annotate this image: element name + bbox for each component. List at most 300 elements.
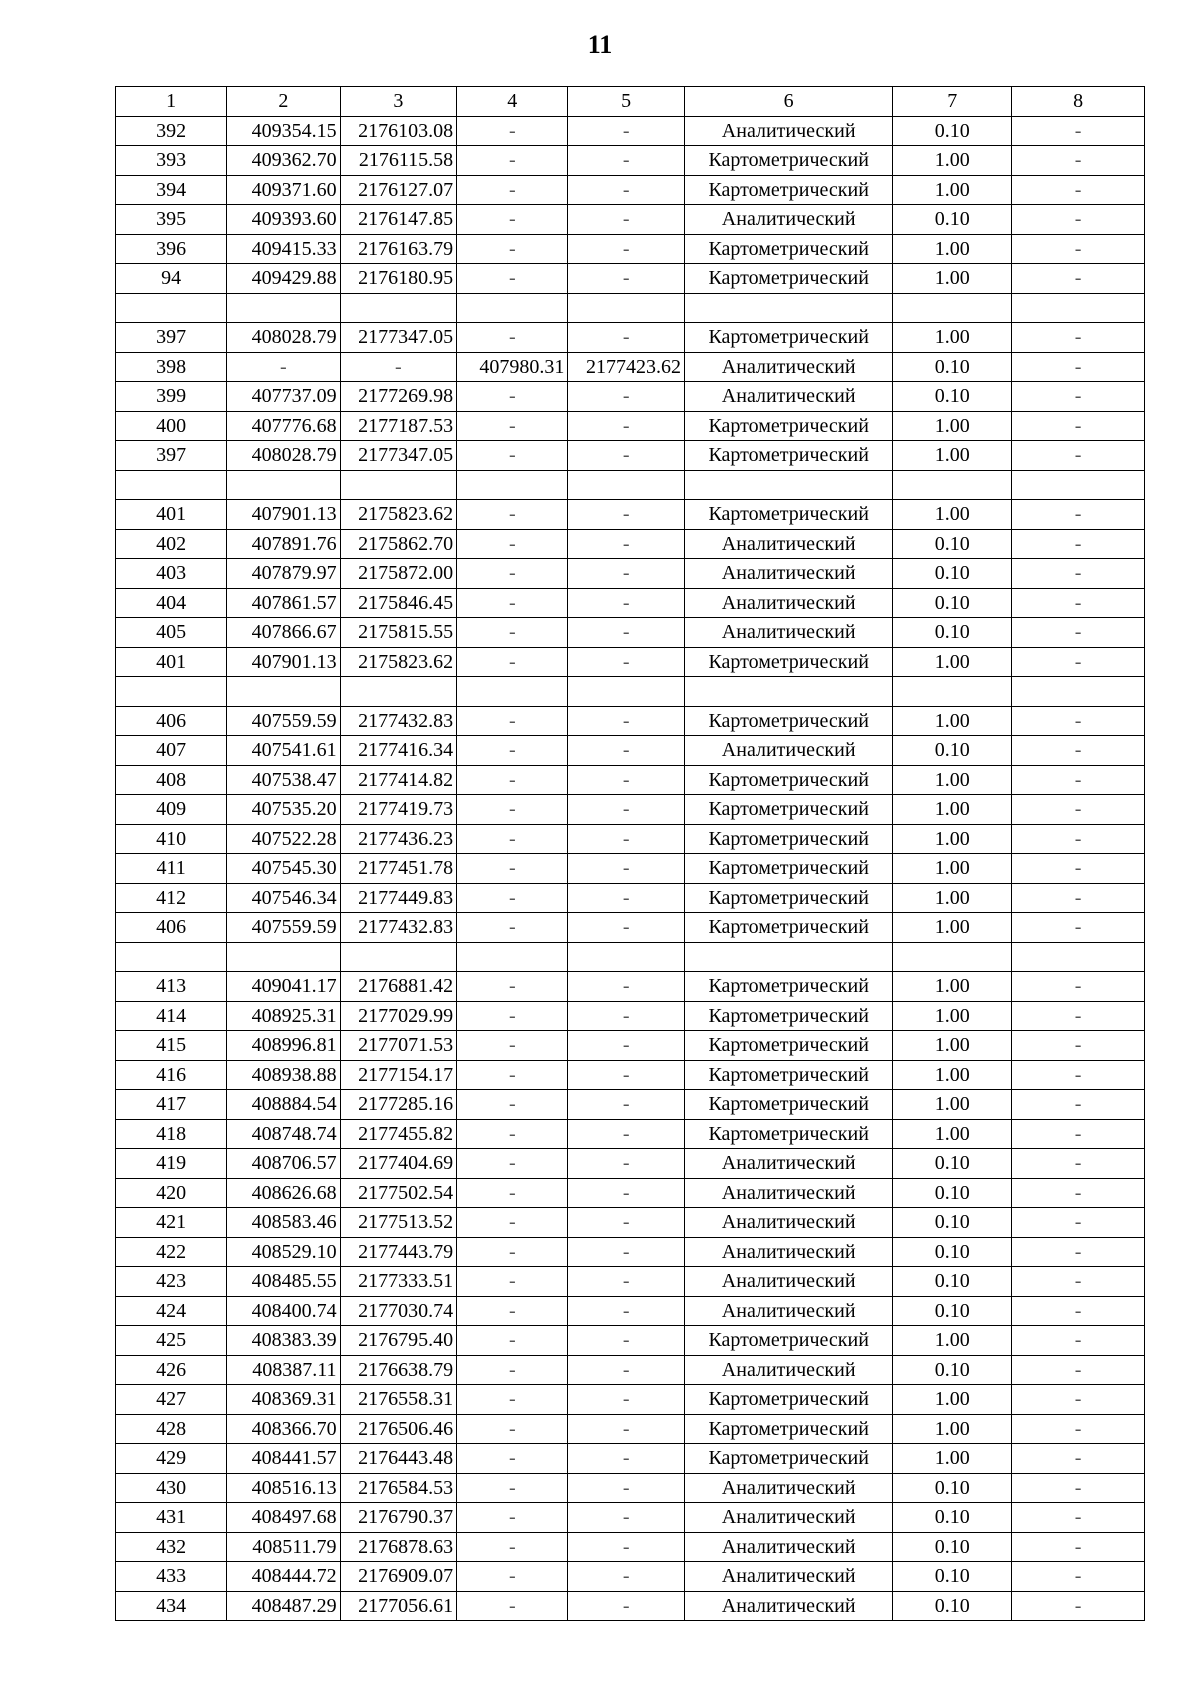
table-cell-col-8: - [1012,1208,1145,1238]
table-row [116,913,1145,943]
table-cell-col-5: - [568,559,685,589]
table-cell-col-3: 2177333.51 [340,1267,457,1297]
table-cell-col-6 [684,942,892,972]
table-cell-col-2: 407891.76 [227,529,340,559]
table-cell-col-2: 407879.97 [227,559,340,589]
table-cell-col-6: Аналитический [684,1355,892,1385]
table-cell-col-8: - [1012,352,1145,382]
table-cell-col-6: Аналитический [684,1473,892,1503]
table-cell-col-3: 2175823.62 [340,500,457,530]
table-body [116,116,1145,1621]
table-cell-col-1: 421 [116,1208,227,1238]
table-cell-col-6: Аналитический [684,1149,892,1179]
table-cell-col-4: - [457,1355,568,1385]
table-cell-col-1: 424 [116,1296,227,1326]
table-cell-col-8: - [1012,1385,1145,1415]
table-cell-col-1: 426 [116,1355,227,1385]
table-cell-col-4: - [457,972,568,1002]
table-cell-col-7: 1.00 [893,913,1012,943]
table-cell-col-6: Картометрический [684,1060,892,1090]
table-cell-col-1: 413 [116,972,227,1002]
table-cell-col-4: - [457,441,568,471]
table-cell-col-7: 1.00 [893,1326,1012,1356]
separator-row [116,677,1145,707]
table-cell-col-4: - [457,1090,568,1120]
table-cell-col-8: - [1012,1090,1145,1120]
table-cell-col-8 [1012,470,1145,500]
table-cell-col-5: - [568,1503,685,1533]
table-cell-col-3: 2176163.79 [340,234,457,264]
table-cell-col-1: 418 [116,1119,227,1149]
table-cell-col-7: 1.00 [893,795,1012,825]
table-cell-col-1: 392 [116,116,227,146]
table-cell-col-4: - [457,588,568,618]
table-cell-col-7: 0.10 [893,1208,1012,1238]
table-cell-col-4: - [457,1385,568,1415]
table-cell-col-6 [684,677,892,707]
table-cell-col-4: - [457,1414,568,1444]
table-cell-col-3: 2177432.83 [340,706,457,736]
table-row [116,1267,1145,1297]
table-cell-col-7: 0.10 [893,1267,1012,1297]
table-cell-col-2: 409393.60 [227,205,340,235]
table-cell-col-5: - [568,765,685,795]
table-cell-col-6: Аналитический [684,1208,892,1238]
table-cell-col-2: 409041.17 [227,972,340,1002]
table-cell-col-4: - [457,618,568,648]
table-cell-col-2: - [227,352,340,382]
table-cell-col-1: 393 [116,146,227,176]
table-cell-col-8: - [1012,1473,1145,1503]
table-cell-col-6: Картометрический [684,146,892,176]
table-cell-col-4: - [457,175,568,205]
table-cell-col-3: 2175862.70 [340,529,457,559]
table-cell-col-1: 420 [116,1178,227,1208]
coordinates-table [115,86,1145,1621]
table-cell-col-2: 408748.74 [227,1119,340,1149]
table-cell-col-2: 407538.47 [227,765,340,795]
table-cell-col-4: - [457,1591,568,1621]
table-cell-col-2: 408485.55 [227,1267,340,1297]
table-cell-col-6: Аналитический [684,529,892,559]
table-cell-col-2: 409371.60 [227,175,340,205]
table-cell-col-5: - [568,824,685,854]
table-cell-col-5: - [568,264,685,294]
table-cell-col-6: Аналитический [684,205,892,235]
table-cell-col-1: 415 [116,1031,227,1061]
table-cell-col-3: 2176147.85 [340,205,457,235]
table-cell-col-5 [568,293,685,323]
table-cell-col-7: 0.10 [893,559,1012,589]
table-row [116,411,1145,441]
table-row [116,1562,1145,1592]
table-cell-col-8 [1012,293,1145,323]
table-cell-col-5: - [568,411,685,441]
table-cell-col-4: - [457,1296,568,1326]
table-cell-col-8: - [1012,1444,1145,1474]
table-row [116,736,1145,766]
table-cell-col-1: 411 [116,854,227,884]
table-row [116,854,1145,884]
table-cell-col-6: Картометрический [684,972,892,1002]
table-cell-col-6: Картометрический [684,913,892,943]
table-cell-col-8: - [1012,1355,1145,1385]
table-cell-col-6: Аналитический [684,1267,892,1297]
table-cell-col-7: 1.00 [893,883,1012,913]
column-header-8: 8 [1012,87,1145,117]
table-cell-col-6: Картометрический [684,824,892,854]
table-cell-col-3: 2177154.17 [340,1060,457,1090]
table-cell-col-8: - [1012,1532,1145,1562]
table-cell-col-3: 2177404.69 [340,1149,457,1179]
table-cell-col-4: - [457,264,568,294]
table-cell-col-1: 432 [116,1532,227,1562]
table-cell-col-3 [340,942,457,972]
table-cell-col-6: Аналитический [684,736,892,766]
table-cell-col-5: - [568,913,685,943]
table-cell-col-3: 2176878.63 [340,1532,457,1562]
table-cell-col-6: Аналитический [684,382,892,412]
table-cell-col-5: - [568,706,685,736]
table-row [116,972,1145,1002]
table-row [116,382,1145,412]
table-cell-col-2: 407901.13 [227,647,340,677]
table-row [116,795,1145,825]
table-cell-col-4: - [457,1444,568,1474]
table-cell-col-6: Картометрический [684,1414,892,1444]
table-cell-col-6: Картометрический [684,765,892,795]
table-cell-col-2: 407559.59 [227,706,340,736]
table-cell-col-2: 409354.15 [227,116,340,146]
table-cell-col-2: 408387.11 [227,1355,340,1385]
table-cell-col-2 [227,470,340,500]
table-row [116,1237,1145,1267]
table-cell-col-5: - [568,883,685,913]
table-cell-col-5: - [568,382,685,412]
table-cell-col-8 [1012,677,1145,707]
table-cell-col-5: - [568,618,685,648]
table-cell-col-6: Картометрический [684,647,892,677]
table-cell-col-4: - [457,1208,568,1238]
table-cell-col-5: - [568,1355,685,1385]
table-cell-col-1: 400 [116,411,227,441]
table-row [116,205,1145,235]
separator-row [116,942,1145,972]
table-cell-col-2 [227,293,340,323]
table-cell-col-8: - [1012,1149,1145,1179]
table-cell-col-3: 2175846.45 [340,588,457,618]
table-cell-col-5: - [568,1090,685,1120]
table-cell-col-5: - [568,1178,685,1208]
table-cell-col-4: - [457,146,568,176]
table-cell-col-3: 2177187.53 [340,411,457,441]
table-cell-col-8: - [1012,1296,1145,1326]
table-cell-col-4: - [457,795,568,825]
table-cell-col-1: 425 [116,1326,227,1356]
table-cell-col-7 [893,677,1012,707]
table-cell-col-8: - [1012,1562,1145,1592]
table-cell-col-7: 0.10 [893,1532,1012,1562]
table-cell-col-4 [457,942,568,972]
table-cell-col-2: 409415.33 [227,234,340,264]
table-cell-col-1: 430 [116,1473,227,1503]
table-cell-col-7: 0.10 [893,1562,1012,1592]
table-cell-col-2: 407901.13 [227,500,340,530]
table-row [116,1503,1145,1533]
table-cell-col-6: Картометрический [684,234,892,264]
table-cell-col-1: 417 [116,1090,227,1120]
table-cell-col-8: - [1012,1031,1145,1061]
table-cell-col-2: 408028.79 [227,323,340,353]
table-cell-col-3: 2176127.07 [340,175,457,205]
table-cell-col-4: - [457,1237,568,1267]
table-cell-col-7 [893,470,1012,500]
table-cell-col-1: 429 [116,1444,227,1474]
table-cell-col-3: 2177071.53 [340,1031,457,1061]
table-cell-col-6: Аналитический [684,1591,892,1621]
table-cell-col-7: 0.10 [893,736,1012,766]
table-cell-col-1: 399 [116,382,227,412]
table-cell-col-5: - [568,1414,685,1444]
table-row [116,618,1145,648]
table-cell-col-2: 409429.88 [227,264,340,294]
table-cell-col-4 [457,470,568,500]
table-cell-col-6: Картометрический [684,411,892,441]
table-cell-col-7: 1.00 [893,234,1012,264]
table-cell-col-3: 2176909.07 [340,1562,457,1592]
table-cell-col-5 [568,942,685,972]
table-cell-col-7: 1.00 [893,175,1012,205]
table-cell-col-7: 1.00 [893,1031,1012,1061]
table-cell-col-5: - [568,1532,685,1562]
table-cell-col-3: 2176180.95 [340,264,457,294]
table-cell-col-5: - [568,1237,685,1267]
table-cell-col-1: 397 [116,323,227,353]
table-cell-col-3: 2177432.83 [340,913,457,943]
table-cell-col-4: - [457,854,568,884]
table-cell-col-5: - [568,854,685,884]
table-cell-col-1: 395 [116,205,227,235]
table-cell-col-6: Картометрический [684,1385,892,1415]
table-cell-col-4: - [457,1326,568,1356]
table-cell-col-2: 408626.68 [227,1178,340,1208]
table-cell-col-3: 2177443.79 [340,1237,457,1267]
table-cell-col-8: - [1012,146,1145,176]
table-cell-col-1: 427 [116,1385,227,1415]
table-cell-col-7: 0.10 [893,1355,1012,1385]
table-cell-col-5: - [568,1001,685,1031]
table-cell-col-3: 2175823.62 [340,647,457,677]
table-row [116,1326,1145,1356]
table-cell-col-4: - [457,559,568,589]
table-cell-col-1: 410 [116,824,227,854]
table-cell-col-8 [1012,942,1145,972]
table-cell-col-6: Картометрический [684,795,892,825]
table-row [116,1414,1145,1444]
table-cell-col-3: 2176790.37 [340,1503,457,1533]
table-cell-col-3: 2176558.31 [340,1385,457,1415]
table-cell-col-4: - [457,1149,568,1179]
table-cell-col-3: 2177502.54 [340,1178,457,1208]
table-cell-col-5: - [568,205,685,235]
table-row [116,1060,1145,1090]
table-cell-col-6: Аналитический [684,588,892,618]
table-cell-col-8: - [1012,588,1145,618]
table-cell-col-2: 408383.39 [227,1326,340,1356]
table-cell-col-1: 403 [116,559,227,589]
table-cell-col-1: 431 [116,1503,227,1533]
table-cell-col-5: - [568,1326,685,1356]
table-cell-col-8: - [1012,913,1145,943]
table-cell-col-7: 1.00 [893,1060,1012,1090]
table-cell-col-3: 2177513.52 [340,1208,457,1238]
table-cell-col-1: 398 [116,352,227,382]
table-cell-col-2: 408369.31 [227,1385,340,1415]
table-cell-col-8: - [1012,972,1145,1002]
table-cell-col-7: 1.00 [893,1090,1012,1120]
table-cell-col-5: - [568,795,685,825]
table-cell-col-1: 404 [116,588,227,618]
table-cell-col-7: 0.10 [893,116,1012,146]
table-row [116,1001,1145,1031]
table-cell-col-7: 1.00 [893,1119,1012,1149]
table-cell-col-5: - [568,736,685,766]
table-cell-col-5: - [568,1208,685,1238]
table-cell-col-3: 2177056.61 [340,1591,457,1621]
table-cell-col-6: Картометрический [684,441,892,471]
table-row [116,146,1145,176]
table-cell-col-4: 407980.31 [457,352,568,382]
column-header-1: 1 [116,87,227,117]
table-cell-col-7: 1.00 [893,441,1012,471]
table-cell-col-6: Картометрический [684,264,892,294]
table-cell-col-8: - [1012,736,1145,766]
table-cell-col-5: - [568,1267,685,1297]
separator-row [116,293,1145,323]
table-cell-col-4: - [457,1503,568,1533]
table-cell-col-3: 2177347.05 [340,441,457,471]
table-row [116,529,1145,559]
table-cell-col-3: 2175815.55 [340,618,457,648]
table-row [116,1444,1145,1474]
table-cell-col-7: 1.00 [893,854,1012,884]
table-cell-col-8: - [1012,441,1145,471]
table-cell-col-1 [116,470,227,500]
table-cell-col-2: 408884.54 [227,1090,340,1120]
table-cell-col-5: - [568,234,685,264]
table-cell-col-4: - [457,116,568,146]
table-cell-col-3: 2177449.83 [340,883,457,913]
column-header-4: 4 [457,87,568,117]
table-cell-col-1: 402 [116,529,227,559]
table-row [116,1090,1145,1120]
table-cell-col-7: 0.10 [893,529,1012,559]
table-row [116,765,1145,795]
table-cell-col-2: 408497.68 [227,1503,340,1533]
table-cell-col-7: 0.10 [893,205,1012,235]
table-cell-col-6 [684,470,892,500]
table-cell-col-2: 407866.67 [227,618,340,648]
table-cell-col-6: Картометрический [684,500,892,530]
table-cell-col-8: - [1012,765,1145,795]
table-cell-col-4: - [457,736,568,766]
table-cell-col-6: Картометрический [684,706,892,736]
table-cell-col-4: - [457,205,568,235]
table-cell-col-2: 407776.68 [227,411,340,441]
table-cell-col-2: 409362.70 [227,146,340,176]
table-cell-col-8: - [1012,323,1145,353]
table-cell-col-3: 2177347.05 [340,323,457,353]
table-cell-col-3: 2177419.73 [340,795,457,825]
table-cell-col-7: 1.00 [893,323,1012,353]
table-cell-col-1 [116,293,227,323]
table-cell-col-2 [227,677,340,707]
table-cell-col-5 [568,677,685,707]
table-row [116,824,1145,854]
table-cell-col-2: 408028.79 [227,441,340,471]
table-cell-col-2: 408441.57 [227,1444,340,1474]
table-cell-col-4: - [457,765,568,795]
table-cell-col-4: - [457,1001,568,1031]
table-cell-col-6 [684,293,892,323]
table-cell-col-5: - [568,1444,685,1474]
table-cell-col-3: 2177285.16 [340,1090,457,1120]
column-header-6: 6 [684,87,892,117]
table-cell-col-4 [457,677,568,707]
table-row [116,1178,1145,1208]
table-cell-col-7: 0.10 [893,1237,1012,1267]
table-cell-col-8: - [1012,529,1145,559]
table-cell-col-7: 1.00 [893,264,1012,294]
table-row [116,323,1145,353]
table-row [116,1355,1145,1385]
table-cell-col-8: - [1012,1414,1145,1444]
table-cell-col-8: - [1012,175,1145,205]
table-row [116,1385,1145,1415]
table-cell-col-4: - [457,1532,568,1562]
table-cell-col-5: - [568,1591,685,1621]
table-cell-col-8: - [1012,116,1145,146]
table-cell-col-8: - [1012,1060,1145,1090]
column-header-5: 5 [568,87,685,117]
table-cell-col-8: - [1012,500,1145,530]
table-cell-col-6: Аналитический [684,1237,892,1267]
table-row [116,1031,1145,1061]
table-cell-col-2: 408444.72 [227,1562,340,1592]
table-cell-col-7: 0.10 [893,382,1012,412]
table-cell-col-6: Картометрический [684,1001,892,1031]
table-cell-col-8: - [1012,795,1145,825]
table-cell-col-5: - [568,1296,685,1326]
table-cell-col-4: - [457,234,568,264]
table-cell-col-1: 422 [116,1237,227,1267]
table-cell-col-8: - [1012,234,1145,264]
table-row [116,883,1145,913]
table-cell-col-2: 408511.79 [227,1532,340,1562]
table-cell-col-4: - [457,1178,568,1208]
table-row [116,116,1145,146]
table-cell-col-5: - [568,1060,685,1090]
table-cell-col-1: 401 [116,500,227,530]
table-cell-col-3: 2177029.99 [340,1001,457,1031]
table-cell-col-8: - [1012,1591,1145,1621]
table-cell-col-3: 2177455.82 [340,1119,457,1149]
table-cell-col-8: - [1012,559,1145,589]
table-cell-col-5 [568,470,685,500]
table-cell-col-6: Аналитический [684,116,892,146]
table-cell-col-4: - [457,529,568,559]
table-row [116,559,1145,589]
